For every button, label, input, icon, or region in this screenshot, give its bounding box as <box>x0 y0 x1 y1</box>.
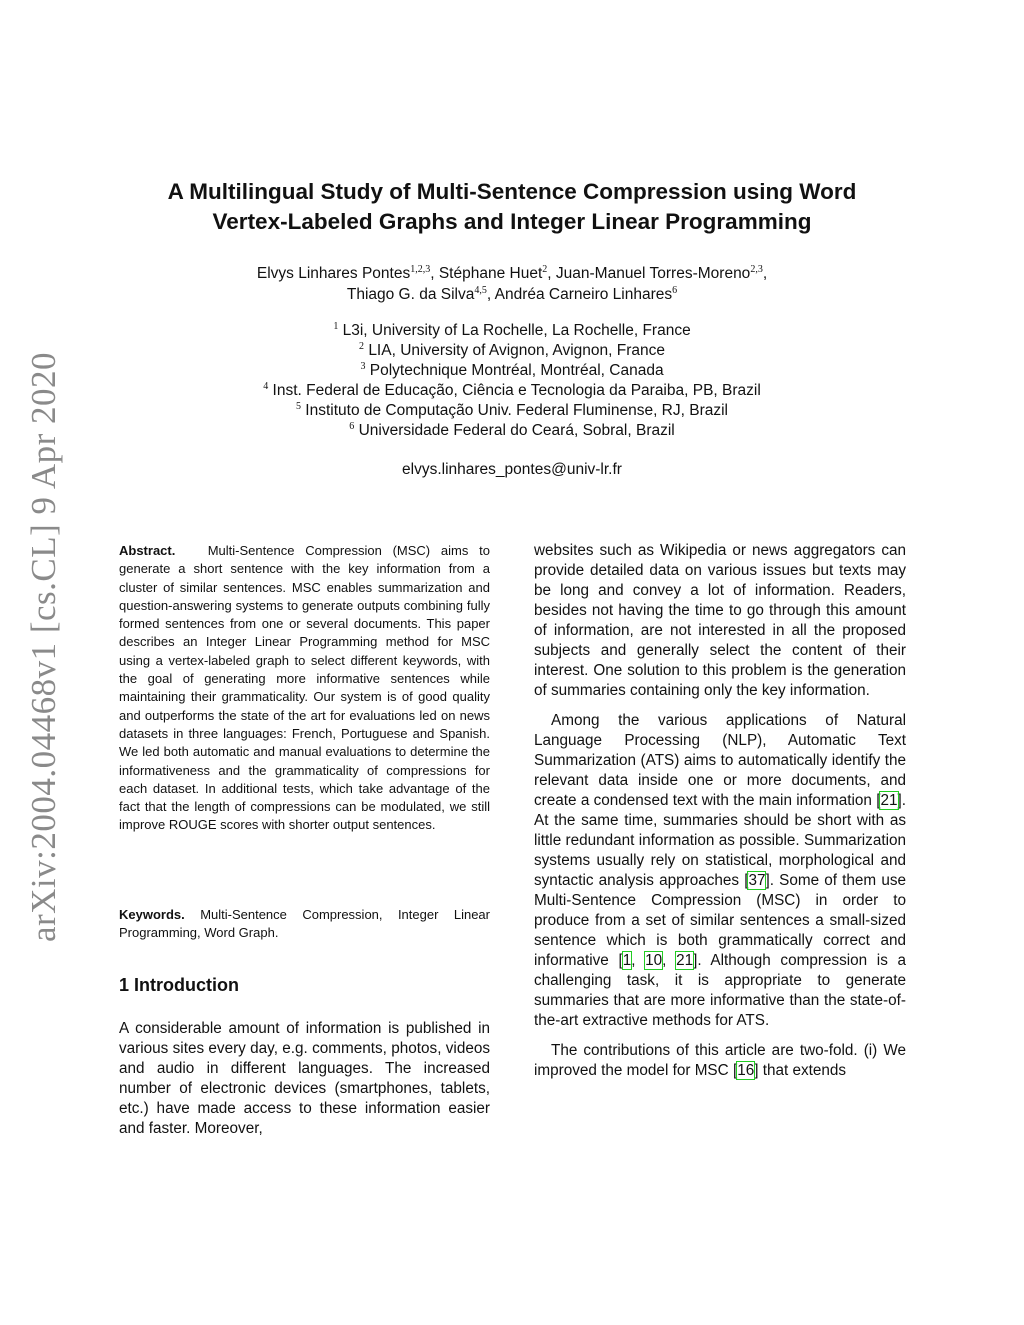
affiliation-text: Polytechnique Montréal, Montréal, Canada <box>369 362 664 379</box>
affiliation-text: L3i, University of La Rochelle, La Rochelle, France <box>342 322 691 339</box>
affiliation-num: 5 <box>295 400 301 412</box>
paragraph-text: Among the various applications of Natural Language Processing (NLP), Automatic Text Summarization (ATS) aims to automatically identify the relevant data inside one or more documents, and create a condensed text with the main information <box>534 712 906 809</box>
abstract-text: Multi-Sentence Compression (MSC) aims to generate a short sentence with the key information from a cluster of similar sentences. MSC enables summarization and question-answering systems to generate outputs combining fully formed sentences from one or several documents. This paper describes an Integer Linear Programming method for MSC using a vertex-labeled graph to select different keywords, with the goal of generating more informative sentences while maintaining their grammaticality. Our system is of good quality and outperforms the state of the art for evaluations led on news datasets in three languages: French, Portuguese and Spanish. We led both automatic and manual evaluations to determine the informativeness and the grammaticality of compressions for each dataset. In additional tests, which take advantage of the fact that the length of compressions can be modulated, we still improve ROUGE scores with shorter output sentences. <box>119 543 490 833</box>
author-affil-sup: 2 <box>542 263 548 275</box>
paragraph-text: . Some of them use Multi-Sentence Compression (MSC) in order to produce from a set of similar sentences a small-sized sentence which is both grammatically correct and informative <box>534 872 906 969</box>
paragraph: websites such as Wikipedia or news aggregators can provide detailed data on various issues but texts may be long and convey a lot of information. Readers, besides not having the time to go through this amount of information, are not interested in all the proposed subjects and generally select the content of their interest. One solution to this problem is the generation of summaries containing only the key information. <box>534 542 906 699</box>
author-sep: , <box>547 265 556 282</box>
keywords-label: Keywords. <box>119 907 185 922</box>
citation-link[interactable]: 21 <box>880 792 898 809</box>
arxiv-stamp-text: arXiv:2004.04468v1 [cs.CL] 9 Apr 2020 <box>24 351 64 943</box>
affiliation-list <box>100 321 924 441</box>
paragraph-text: . At the same time, summaries should be short with as little redundant information as possible. Summarization systems usually rely on statistical, morphological and syntactic analysis approaches <box>534 792 906 889</box>
affiliation-text: Instituto de Computação Univ. Federal Fluminense, RJ, Brazil <box>305 402 728 419</box>
affiliation-text: Universidade Federal do Ceará, Sobral, Brazil <box>358 422 675 439</box>
keywords-text: Multi-Sentence Compression, Integer Linear Programming, Word Graph. <box>119 907 490 941</box>
author-name: Juan-Manuel Torres-Moreno <box>555 265 751 282</box>
author-sep: , <box>486 286 495 303</box>
author-sep: , <box>430 265 439 282</box>
citation-link[interactable]: 10 <box>645 952 663 969</box>
title-line-1: A Multilingual Study of Multi-Sentence Compression using Word <box>167 179 857 204</box>
intro-paragraph-left: A considerable amount of information is published in various sites every day, e.g. comments, photos, videos and audio in different languages. The increased number of electronic devices (smartphones, tablets, etc.) have made access to these information easier and faster. Moreover, <box>119 1020 490 1137</box>
citation-link[interactable]: 21 <box>676 952 694 969</box>
section-title: Introduction <box>134 975 240 995</box>
author-affil-sup: 4,5 <box>474 284 487 296</box>
affiliation <box>100 401 924 421</box>
author-list <box>100 263 924 305</box>
title-line-2: Vertex-Labeled Graphs and Integer Linear Programming <box>212 209 812 234</box>
affiliation <box>100 341 924 361</box>
affiliation-text: LIA, University of Avignon, Avignon, France <box>368 342 665 359</box>
author-affil-sup: 2,3 <box>750 263 763 275</box>
author-name: Stéphane Huet <box>438 265 543 282</box>
paper-title <box>100 177 924 237</box>
author-name: Andréa Carneiro Linhares <box>494 286 673 303</box>
affiliation-num: 2 <box>359 340 364 352</box>
author-name: Thiago G. da Silva <box>346 286 475 303</box>
contact-email: elvys.linhares_pontes@univ-lr.fr <box>402 461 622 478</box>
author-name: Elvys Linhares Pontes <box>256 265 411 282</box>
affiliation <box>100 381 924 401</box>
affiliation-num: 4 <box>263 380 269 392</box>
paragraph-text: The contributions of this article are two-fold. (i) We improved the model for MSC <box>534 1042 906 1079</box>
citation-link[interactable]: 1 <box>622 952 632 969</box>
abstract-label: Abstract. <box>119 543 176 558</box>
paragraph-text: that extends <box>758 1062 847 1079</box>
affiliation <box>100 361 924 381</box>
affiliation-num: 3 <box>360 360 366 372</box>
section-number: 1 <box>119 975 130 995</box>
citation-link[interactable]: 16 <box>737 1062 755 1079</box>
abstract <box>119 542 490 835</box>
keywords <box>119 906 490 943</box>
affiliation-text: Inst. Federal de Educação, Ciência e Tecnologia da Paraiba, PB, Brazil <box>272 382 761 399</box>
citation-link[interactable]: 37 <box>748 872 766 889</box>
paragraph: The contributions of this article are two-fold. (i) We improved the model for MSC [16] that extends <box>534 1042 906 1079</box>
affiliation <box>100 321 924 341</box>
affiliation-num: 6 <box>349 420 355 432</box>
right-column <box>534 541 906 1091</box>
arxiv-stamp <box>20 351 68 943</box>
author-affil-sup: 1,2,3 <box>410 263 431 275</box>
author-affil-sup: 6 <box>672 284 678 296</box>
paragraph-text: . Although compression is a challenging task, it is appropriate to generate summaries that are more informative than the state-of-the-art extractive methods for ATS. <box>534 952 907 1029</box>
author-sep: , <box>762 265 768 282</box>
section-heading <box>119 975 239 996</box>
paragraph: Among the various applications of Natural Language Processing (NLP), Automatic Text Summarization (ATS) aims to automatically identify the relevant data inside one or more documents, and create a condensed text with the main information [21]. At the same time, summaries should be short with as little redundant information as possible. Summarization systems usually rely on statistical, morphological and syntactic analysis approaches [37]. Some of them use Multi-Sentence Compression (MSC) in order to produce from a set of similar sentences a small-sized sentence which is both grammatically correct and informative [1, 10, 21]. Although compression is a challenging task, it is appropriate to generate summaries that are more informative than the state-of-the-art extractive methods for ATS. <box>534 712 907 1029</box>
affiliation-num: 1 <box>333 320 339 332</box>
affiliation <box>100 421 924 441</box>
